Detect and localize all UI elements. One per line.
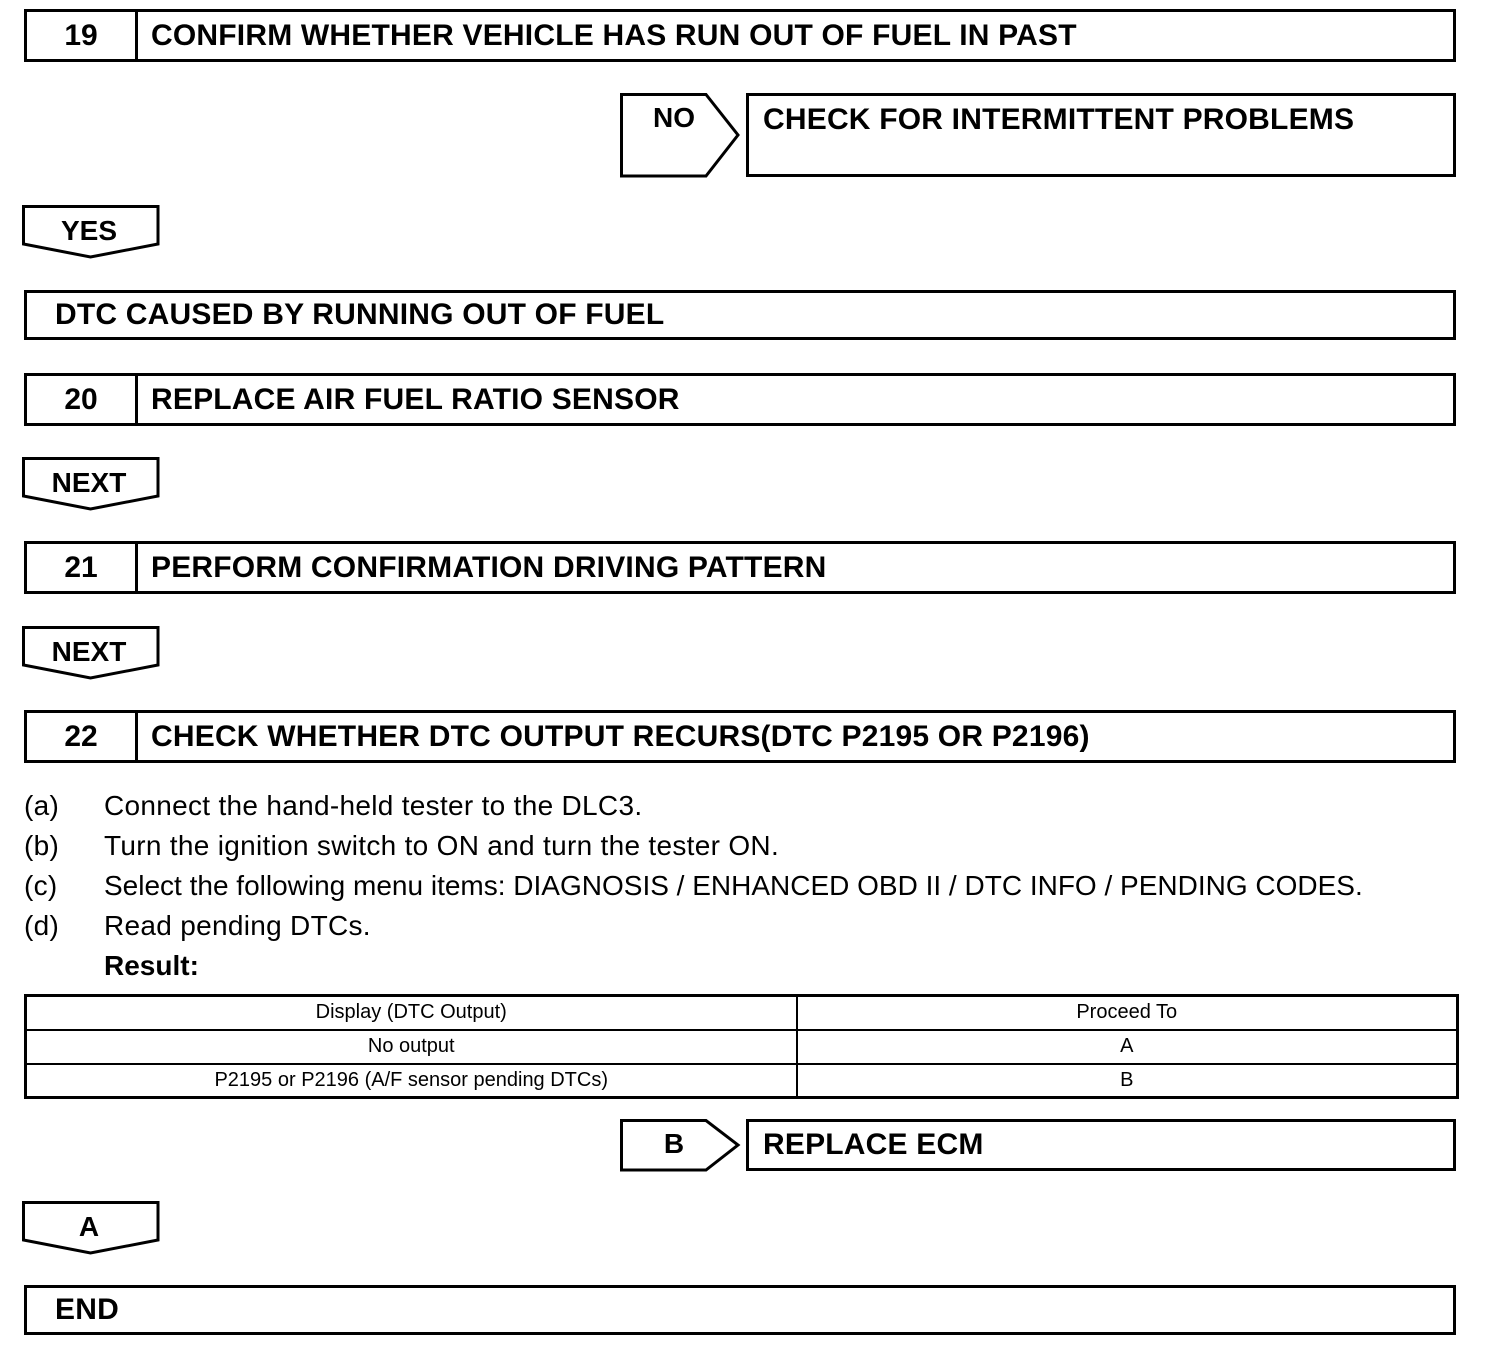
branch-target-text: CHECK FOR INTERMITTENT PROBLEMS bbox=[763, 103, 1355, 136]
table-header-row bbox=[26, 996, 1458, 1030]
instruction-text: Connect the hand-held tester to the DLC3. bbox=[104, 790, 643, 821]
instruction-text: Read pending DTCs. bbox=[104, 910, 371, 941]
column-header: Proceed To bbox=[797, 996, 1458, 1030]
instruction-text: Turn the ignition switch to ON and turn the tester ON. bbox=[104, 830, 780, 861]
dtc-caused-box bbox=[24, 290, 1456, 340]
tab-label: NEXT bbox=[51, 636, 127, 667]
tab-label: A bbox=[78, 1211, 100, 1242]
result-label: Result: bbox=[104, 950, 199, 981]
instruction-letter: (a) bbox=[24, 790, 60, 821]
step-21-header bbox=[24, 541, 1456, 594]
branch-target-text: REPLACE ECM bbox=[763, 1128, 984, 1161]
step-title: REPLACE AIR FUEL RATIO SENSOR bbox=[151, 382, 680, 416]
tab-label: NEXT bbox=[51, 467, 127, 498]
instruction-letter: (b) bbox=[24, 830, 60, 861]
instruction-letter: (d) bbox=[24, 910, 60, 941]
step-19-header bbox=[24, 9, 1456, 62]
instruction-text: Select the following menu items: DIAGNOSIS / ENHANCED OBD II / DTC INFO / PENDING CODES. bbox=[104, 870, 1363, 901]
column-header: Display (DTC Output) bbox=[26, 996, 797, 1030]
step-title: PERFORM CONFIRMATION DRIVING PATTERN bbox=[151, 550, 827, 584]
no-branch-arrow bbox=[620, 93, 742, 179]
table-row bbox=[26, 1064, 1458, 1098]
step-number: 21 bbox=[27, 544, 138, 591]
step-20-header bbox=[24, 373, 1456, 426]
end-box bbox=[24, 1285, 1456, 1335]
result-text: END bbox=[55, 1293, 119, 1326]
table-row bbox=[26, 1030, 1458, 1064]
step-22-header bbox=[24, 710, 1456, 763]
step-number: 22 bbox=[27, 713, 138, 760]
step-title: CONFIRM WHETHER VEHICLE HAS RUN OUT OF FUEL IN PAST bbox=[151, 18, 1077, 52]
branch-label: B bbox=[663, 1128, 685, 1159]
b-branch-arrow bbox=[620, 1119, 742, 1173]
replace-ecm-box bbox=[746, 1119, 1456, 1171]
table-cell: No output bbox=[26, 1030, 797, 1064]
a-arrow-tab bbox=[22, 1201, 162, 1255]
next-arrow-tab bbox=[22, 626, 162, 680]
step-title: CHECK WHETHER DTC OUTPUT RECURS(DTC P2195 OR P2196) bbox=[151, 719, 1090, 753]
result-table bbox=[24, 994, 1459, 1099]
table-cell: P2195 or P2196 (A/F sensor pending DTCs) bbox=[26, 1064, 797, 1098]
table-cell: B bbox=[797, 1064, 1458, 1098]
instruction-letter: (c) bbox=[24, 870, 58, 901]
check-intermittent-box bbox=[746, 93, 1456, 177]
next-arrow-tab bbox=[22, 457, 162, 511]
branch-label: NO bbox=[653, 102, 695, 133]
result-text: DTC CAUSED BY RUNNING OUT OF FUEL bbox=[55, 298, 665, 331]
tab-label: YES bbox=[60, 215, 118, 246]
table-cell: A bbox=[797, 1030, 1458, 1064]
yes-arrow-tab bbox=[22, 205, 162, 259]
step-number: 20 bbox=[27, 376, 138, 423]
step-number: 19 bbox=[27, 12, 138, 59]
